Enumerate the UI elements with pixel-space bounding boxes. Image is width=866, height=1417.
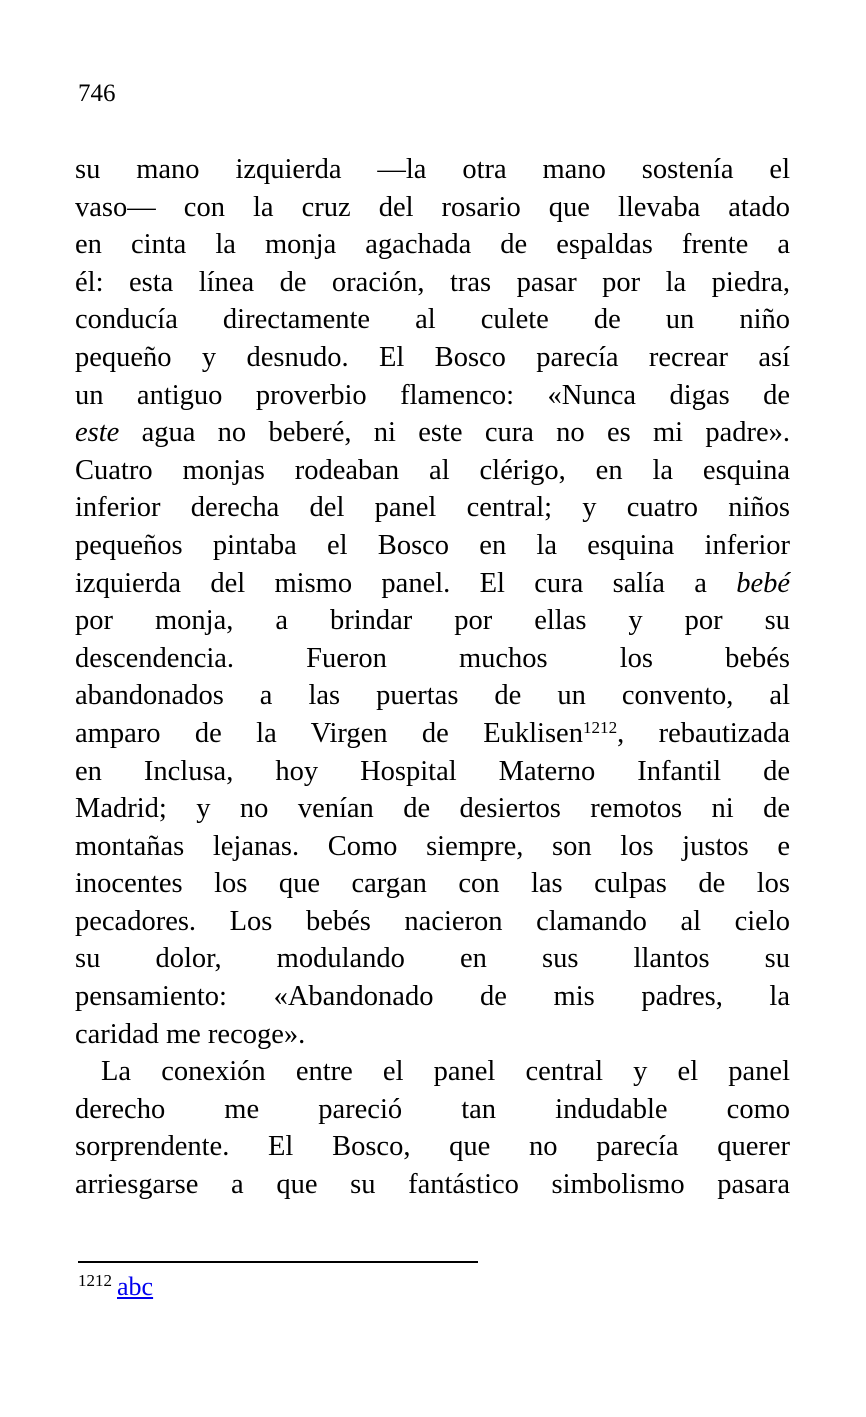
text-segment: conducía directamente al culete de un niño [75,304,790,336]
text-line [75,189,790,227]
footnote-entry [78,1270,478,1302]
footnote-marker: 1212 [78,1270,112,1290]
text-line [75,865,790,903]
text-line [75,940,790,978]
footnote-reference: 1212 [582,718,618,738]
text-line [75,677,790,715]
text-segment: agua no beberé, ni este cura no es mi padre». [119,417,790,449]
text-segment: su dolor, modulando en sus llantos su [75,943,790,975]
text-line [75,339,790,377]
text-segment: abandonados a las puertas de un convento, al [75,680,790,712]
text-segment: amparo de la Virgen de Euklisen [75,717,583,749]
footnote-separator-rule [78,1261,478,1263]
text-line [75,565,790,603]
text-segment: Cuatro monjas rodeaban al clérigo, en la esquina [75,454,790,486]
text-line [75,226,790,264]
text-line [75,527,790,565]
text-segment: caridad me recoge». [75,1018,306,1050]
page-number: 746 [78,80,116,107]
text-segment: montañas lejanas. Como siempre, son los justos e [75,830,790,862]
text-segment: pequeños pintaba el Bosco en la esquina inferior [75,529,790,561]
text-line [75,151,790,189]
text-segment: inocentes los que cargan con las culpas de los [75,868,790,900]
text-segment: este [75,417,120,449]
text-segment: pecadores. Los bebés nacieron clamando al cielo [75,905,790,937]
text-segment: arriesgarse a que su fantástico simbolismo pasara [75,1169,790,1201]
text-line [75,414,790,452]
text-line [75,790,790,828]
text-line [75,1166,790,1204]
text-segment: derecho me pareció tan indudable como [75,1093,790,1125]
text-line [75,489,790,527]
text-segment: La conexión entre el panel central y el panel [101,1056,790,1088]
text-segment: descendencia. Fueron muchos los bebés [75,642,790,674]
text-line [75,715,790,753]
text-line [75,264,790,302]
text-segment: su mano izquierda —la otra mano sostenía el [75,154,790,185]
paragraph [75,151,790,1053]
text-line [75,640,790,678]
text-segment: él: esta línea de oración, tras pasar por la piedra, [75,266,790,298]
text-segment: inferior derecha del panel central; y cuatro niños [75,492,790,524]
text-line [75,301,790,339]
text-line [75,1016,790,1054]
text-line [75,978,790,1016]
text-segment: Madrid; y no venían de desiertos remotos ni de [75,793,790,825]
text-line [75,602,790,640]
text-segment: bebé [736,567,790,599]
text-segment: por monja, a brindar por ellas y por su [75,605,790,637]
paragraph [75,1053,790,1203]
text-segment: izquierda del mismo panel. El cura salía a [75,567,737,599]
text-line [75,828,790,866]
text-line [75,452,790,490]
text-line [75,1053,790,1091]
text-segment: , rebautizada [617,717,790,749]
text-segment: un antiguo proverbio flamenco: «Nunca digas de [75,379,790,411]
text-column [75,151,790,1204]
text-segment: en Inclusa, hoy Hospital Materno Infantil de [75,755,790,787]
text-segment: en cinta la monja agachada de espaldas frente a [75,229,790,261]
text-segment: sorprendente. El Bosco, que no parecía querer [75,1131,790,1163]
footnote-link[interactable]: abc [117,1272,154,1301]
text-segment: pequeño y desnudo. El Bosco parecía recrear así [75,341,790,373]
text-line [75,377,790,415]
text-segment: vaso— con la cruz del rosario que llevaba atado [75,191,790,223]
text-line [75,903,790,941]
text-line [75,1091,790,1129]
text-segment: pensamiento: «Abandonado de mis padres, la [75,981,790,1013]
footnote [78,1261,478,1302]
text-line [75,1128,790,1166]
text-line [75,753,790,791]
